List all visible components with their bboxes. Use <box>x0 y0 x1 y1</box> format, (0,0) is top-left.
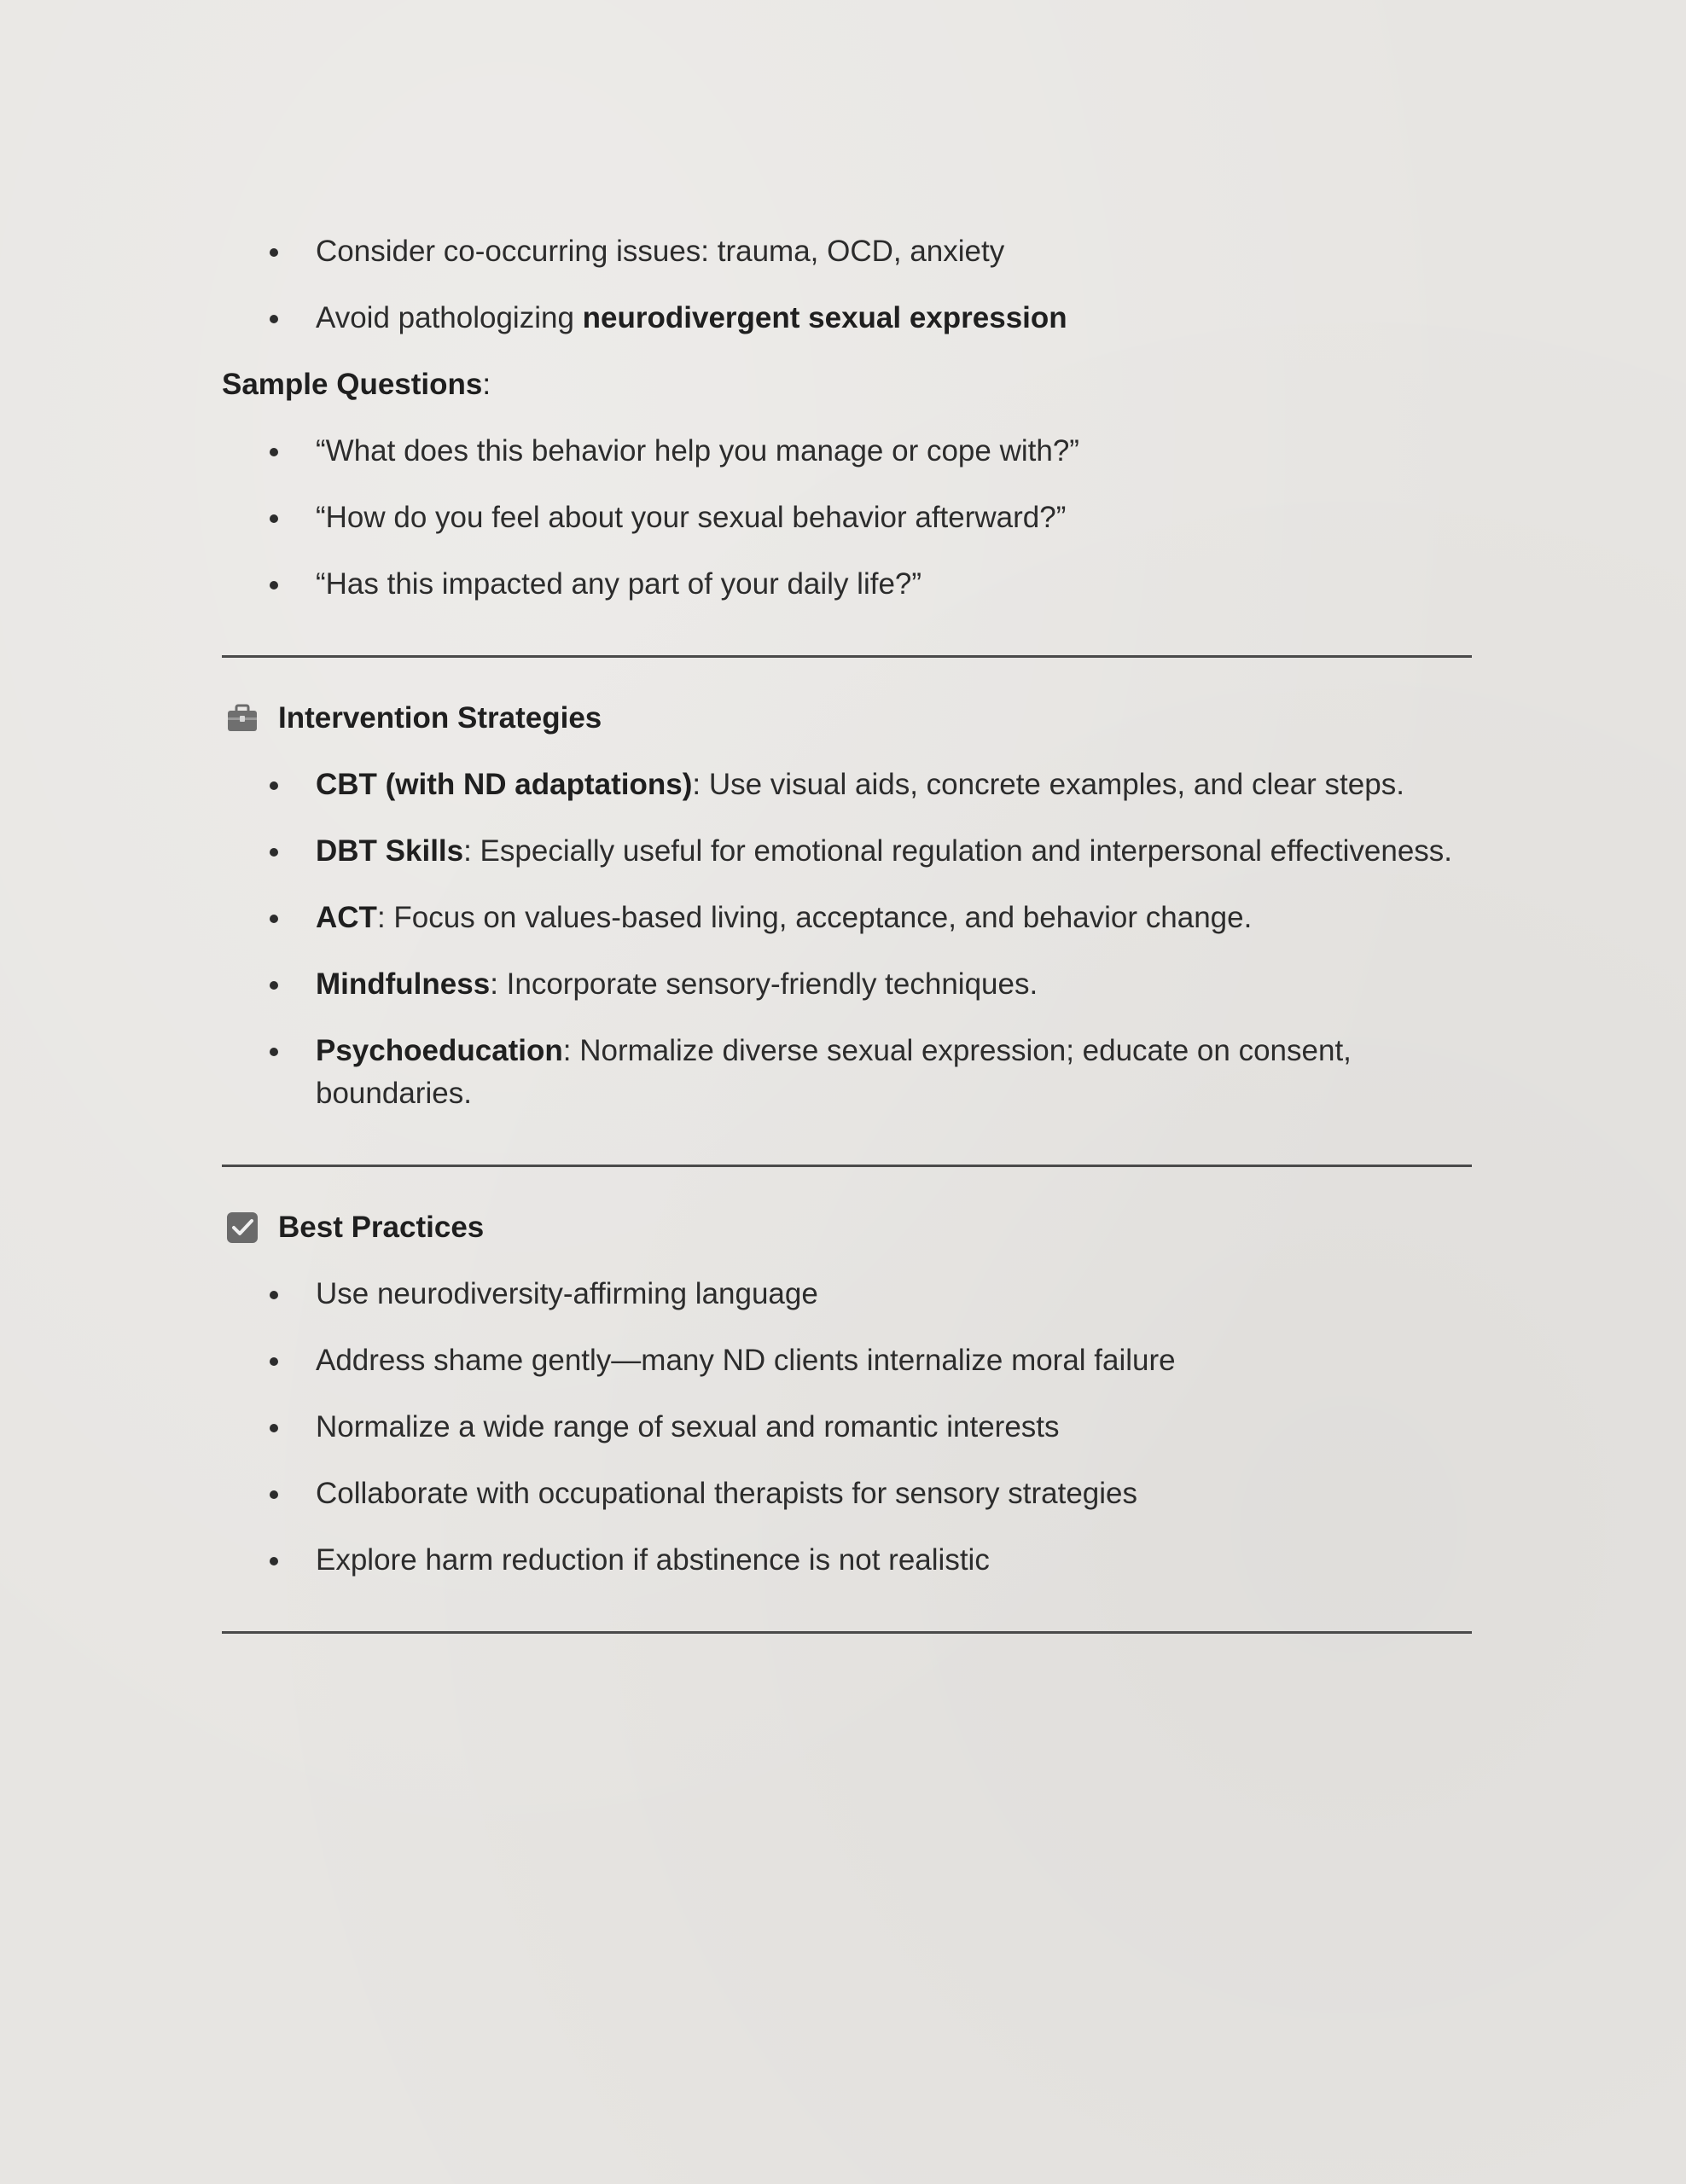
list-item <box>222 830 1472 873</box>
strategy-description: : Especially useful for emotional regulation and interpersonal effectiveness. <box>463 834 1453 868</box>
strategy-term: ACT <box>316 901 377 934</box>
bullet-dot <box>270 781 278 790</box>
strategy-description: : Normalize diverse sexual expression; educate on consent, boundaries. <box>316 1034 1352 1110</box>
best-practices-list <box>222 1273 1472 1582</box>
practice-text: Explore harm reduction if abstinence is not realistic <box>316 1543 990 1577</box>
list-item <box>222 764 1472 806</box>
assessment-bullet-list <box>222 230 1472 340</box>
question-text: “Has this impacted any part of your daily life?” <box>316 567 922 601</box>
heading-colon: : <box>482 368 491 401</box>
list-item <box>222 497 1472 539</box>
bullet-text: Avoid pathologizing <box>316 301 583 334</box>
section-divider <box>222 655 1472 658</box>
bullet-dot <box>270 1357 278 1366</box>
bullet-bold-text: neurodivergent sexual expression <box>582 301 1067 334</box>
intervention-strategies-heading <box>222 697 1472 740</box>
list-item <box>222 1273 1472 1316</box>
sample-questions-list <box>222 430 1472 606</box>
list-item <box>222 963 1472 1006</box>
best-practices-title: Best Practices <box>278 1211 485 1244</box>
intervention-strategies-title: Intervention Strategies <box>278 701 602 735</box>
best-practices-heading <box>222 1206 1472 1249</box>
list-item <box>222 1339 1472 1382</box>
bullet-dot <box>270 514 278 523</box>
list-item <box>222 897 1472 939</box>
bullet-dot <box>270 248 278 257</box>
list-item <box>222 1406 1472 1449</box>
bullet-text: Consider co-occurring issues: trauma, OCD, anxiety <box>316 235 1005 268</box>
section-divider <box>222 1631 1472 1634</box>
list-item <box>222 1472 1472 1515</box>
bullet-dot <box>270 581 278 590</box>
bullet-dot <box>270 848 278 857</box>
bullet-dot <box>270 915 278 923</box>
list-item <box>222 297 1472 340</box>
list-item <box>222 230 1472 273</box>
bullet-dot <box>270 1490 278 1499</box>
strategy-term: CBT (with ND adaptations) <box>316 768 693 801</box>
bullet-dot <box>270 1557 278 1565</box>
document-content <box>222 230 1472 1634</box>
list-item <box>222 430 1472 473</box>
strategy-description: : Use visual aids, concrete examples, and clear steps. <box>692 768 1404 801</box>
question-text: “How do you feel about your sexual behavior afterward?” <box>316 501 1067 534</box>
intervention-strategies-list <box>222 764 1472 1115</box>
bullet-dot <box>270 981 278 990</box>
section-divider <box>222 1165 1472 1167</box>
strategy-term: DBT Skills <box>316 834 464 868</box>
bullet-dot <box>270 1048 278 1056</box>
list-item <box>222 1030 1472 1115</box>
practice-text: Use neurodiversity-affirming language <box>316 1277 818 1310</box>
question-text: “What does this behavior help you manage or cope with?” <box>316 434 1079 468</box>
sample-questions-heading <box>222 363 1472 406</box>
practice-text: Address shame gently—many ND clients internalize moral failure <box>316 1344 1176 1377</box>
bullet-dot <box>270 1424 278 1432</box>
strategy-term: Psychoeducation <box>316 1034 563 1067</box>
practice-text: Collaborate with occupational therapists for sensory strategies <box>316 1477 1137 1510</box>
list-item <box>222 563 1472 606</box>
sample-questions-heading-text: Sample Questions <box>222 368 483 401</box>
briefcase-icon <box>225 701 259 735</box>
strategy-term: Mindfulness <box>316 967 491 1001</box>
practice-text: Normalize a wide range of sexual and romantic interests <box>316 1410 1060 1443</box>
list-item <box>222 1539 1472 1582</box>
bullet-dot <box>270 315 278 323</box>
check-box-icon <box>225 1211 259 1245</box>
strategy-description: : Focus on values-based living, acceptance, and behavior change. <box>376 901 1253 934</box>
strategy-description: : Incorporate sensory-friendly techniques. <box>490 967 1038 1001</box>
bullet-dot <box>270 448 278 456</box>
bullet-dot <box>270 1291 278 1299</box>
